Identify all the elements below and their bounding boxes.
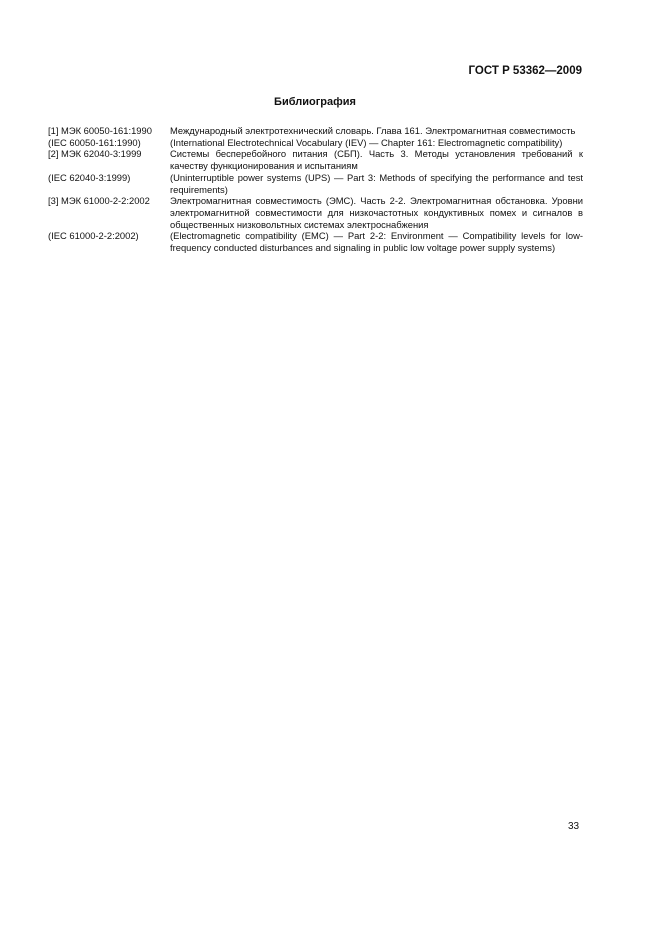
entry-text: (Electromagnetic compatibility (EMC) — Part 2-2: Environment — Compatibility levels for low-frequency conducted disturbances and signaling in public low voltage power supply systems) <box>170 230 583 254</box>
bibliography-entry <box>48 137 583 149</box>
entry-reference: [3] МЭК 61000-2-2:2002 <box>48 195 150 207</box>
entry-text: (Uninterruptible power systems (UPS) — Part 3: Methods of specifying the performance and test requirements) <box>170 171 583 195</box>
entry-text: Электромагнитная совместимость (ЭМС). Часть 2-2. Электромагнитная обстановка. Уровни электромагнитной совместимости для низкочастотных кондуктивных помех и сигналов в общественных низковольтных системах электроснабжения <box>170 195 583 230</box>
entry-text: (International Electrotechnical Vocabulary (IEV) — Chapter 161: Electromagnetic compatibility) <box>170 136 563 148</box>
bibliography-entry <box>48 230 583 253</box>
bibliography-entry <box>48 148 583 171</box>
entry-reference: [1] МЭК 60050-161:1990 <box>48 125 152 136</box>
bibliography-entry <box>48 172 583 195</box>
entry-reference: (IEC 61000-2-2:2002) <box>48 230 139 242</box>
page-title: Библиография <box>274 96 356 108</box>
bibliography-entry <box>48 125 583 137</box>
entry-reference: (IEC 62040-3:1999) <box>48 171 131 183</box>
page-number: 33 <box>568 821 580 832</box>
entry-reference: (IEC 60050-161:1990) <box>48 136 141 148</box>
bibliography-entry <box>48 195 583 230</box>
entry-text: Системы бесперебойного питания (СБП). Часть 3. Методы установления требований к качеству функционирования и испытаниям <box>170 148 583 172</box>
bibliography-list <box>48 125 583 254</box>
entry-text: Международный электротехнический словарь. Глава 161. Электромагнитная совместимость <box>170 125 576 136</box>
standard-number-header: ГОСТ Р 53362—2009 <box>468 65 582 77</box>
entry-reference: [2] МЭК 62040-3:1999 <box>48 148 142 160</box>
